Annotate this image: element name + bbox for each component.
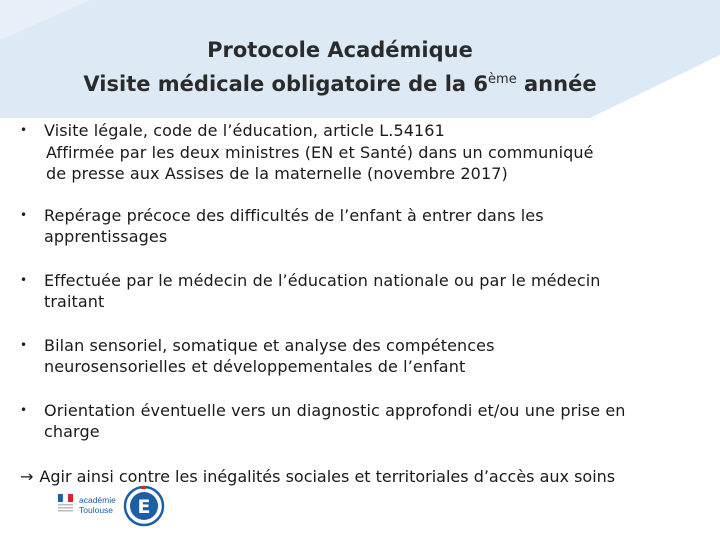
bullet-item-5 bbox=[20, 400, 710, 443]
bullet-text: neurosensorielles et développementales de l’enfant bbox=[44, 357, 466, 376]
bullet-glyph: • bbox=[20, 337, 28, 352]
logo-toulouse-text: Toulouse bbox=[79, 505, 114, 515]
bullet-text: charge bbox=[44, 422, 100, 441]
bullet-text: traitant bbox=[44, 292, 105, 311]
bullet-glyph: • bbox=[20, 272, 28, 287]
title-superscript: ème bbox=[488, 72, 517, 87]
bullet-glyph: • bbox=[20, 207, 28, 222]
bullet-item-3 bbox=[20, 270, 710, 313]
title-line-1: Protocole Académique bbox=[207, 38, 473, 62]
education-e-emblem bbox=[125, 486, 163, 525]
title-line-2 bbox=[0, 65, 680, 99]
slide-title bbox=[0, 36, 680, 99]
bullet-text: Effectuée par le médecin de l’éducation nationale ou par le médecin bbox=[44, 270, 601, 290]
bullet-glyph: • bbox=[20, 402, 28, 417]
logo-e-letter: E bbox=[137, 496, 151, 518]
bullet-item-2 bbox=[20, 205, 710, 248]
arrow-right-icon: → bbox=[20, 467, 34, 486]
conclusion-text: Agir ainsi contre les inégalités sociales et territoriales d’accès aux soins bbox=[39, 467, 616, 486]
marianne-logo bbox=[58, 494, 73, 512]
bullet-glyph: • bbox=[20, 123, 28, 137]
title-line-2-end: année bbox=[516, 72, 597, 96]
bullet-text: apprentissages bbox=[44, 227, 168, 246]
academie-logo bbox=[58, 484, 168, 530]
title-line-2-text: Visite médicale obligatoire de la 6 bbox=[83, 72, 489, 96]
bullet-text: Bilan sensoriel, somatique et analyse des compétences bbox=[44, 335, 495, 355]
bullet-text: de presse aux Assises de la maternelle (novembre 2017) bbox=[46, 164, 508, 183]
bullet-list bbox=[20, 120, 710, 443]
bullet-text: Orientation éventuelle vers un diagnostic approfondi et/ou une prise en bbox=[44, 400, 626, 420]
logo-academie-text: académie bbox=[79, 495, 116, 505]
bullet-text: Repérage précoce des difficultés de l’enfant à entrer dans les bbox=[44, 205, 544, 225]
bullet-text: Affirmée par les deux ministres (EN et Santé) dans un communiqué bbox=[46, 142, 594, 162]
bullet-item-4 bbox=[20, 335, 710, 378]
bullet-item-1 bbox=[20, 120, 710, 185]
bullet-text: Visite légale, code de l’éducation, article L.54161 bbox=[44, 121, 445, 140]
